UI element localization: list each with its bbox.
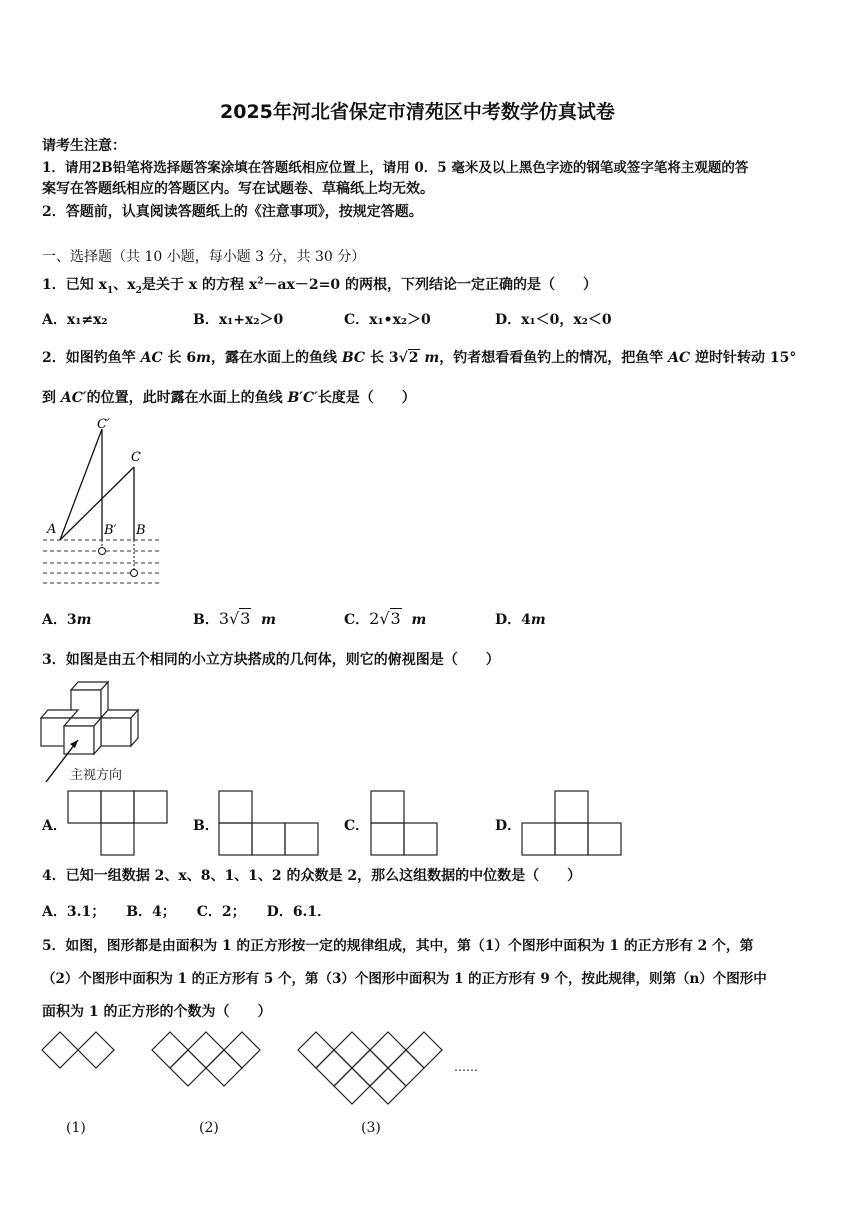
q3-option-a-label: A． xyxy=(42,818,67,834)
q1-superscript: 2 xyxy=(257,276,264,287)
q2-text: ，露在水面上的鱼线 xyxy=(210,350,342,366)
q2-option-c-radicand: 3 xyxy=(390,609,401,628)
q2-option-d xyxy=(495,609,546,629)
label-a: A xyxy=(47,522,57,537)
q2-var-ac: AC xyxy=(140,350,163,366)
q2-unit: m xyxy=(196,350,211,366)
question-5-stem-line-1: 5．如图，图形都是由面积为 1 的正方形按一定的规律组成，其中，第（1）个图形中面积为 1 的正方形有 2 个，第 xyxy=(42,938,754,954)
q2-unit: m xyxy=(530,612,546,628)
view-direction-caption: 主视方向 xyxy=(70,768,123,783)
q2-unit: m xyxy=(411,612,427,628)
q1-option-a: A．x₁≠x₂ xyxy=(42,312,108,328)
question-5-stem-line-3: 面积为 1 的正方形的个数为（ ） xyxy=(42,1004,272,1020)
q1-option-d: D．x₁＜0，x₂＜0 xyxy=(495,312,612,328)
question-3-stem: 3．如图是由五个相同的小立方块搭成的几何体，则它的俯视图是（ ） xyxy=(42,652,500,668)
notice-line-2: 案写在答题纸相应的答题区内。写在试题卷、草稿纸上均无效。 xyxy=(42,181,434,197)
q1-subscript: 1 xyxy=(106,285,114,296)
page-title: 2025年河北省保定市清苑区中考数学仿真试卷 xyxy=(220,101,615,123)
pattern-continuation-dots: …… xyxy=(454,1060,478,1074)
fishing-rod-figure xyxy=(40,415,175,590)
q2-option-b-radicand: 3 xyxy=(240,609,251,628)
label-c: C xyxy=(131,450,141,465)
q3-option-c-label: C． xyxy=(344,818,370,834)
q2-option-d-text: D．4 xyxy=(495,612,531,628)
question-2-stem-line-2 xyxy=(42,387,416,407)
q3-option-d-label: D． xyxy=(495,818,522,834)
q1-subscript: 2 xyxy=(135,285,142,296)
q2-option-a-text: A．3 xyxy=(42,612,77,628)
q2-unit: m xyxy=(424,350,440,366)
pattern-figure-2 xyxy=(150,1030,270,1090)
question-2-stem-line-1 xyxy=(42,347,796,367)
q2-sqrt-value: 2 xyxy=(408,350,419,366)
question-1-stem xyxy=(42,274,597,296)
q1-text-part: －ax－2=0 的两根，下列结论一定正确的是（ ） xyxy=(263,277,597,293)
label-b-prime: B′ xyxy=(104,523,117,538)
q2-option-c-coef: 2 xyxy=(369,609,380,628)
q2-var-bc: BC xyxy=(341,350,366,366)
pattern-figure-1 xyxy=(40,1030,120,1072)
q3-option-b-figure xyxy=(218,790,320,856)
q4-options: A．3.1； B．4； C．2； D．6.1． xyxy=(42,904,332,920)
q2-option-a xyxy=(42,609,91,629)
pattern-label-3: (3) xyxy=(361,1120,381,1136)
question-4-stem: 4．已知一组数据 2、x、8、1、1、2 的众数是 2，那么这组数据的中位数是（ ） xyxy=(42,868,582,884)
q2-text: 2．如图钓鱼竿 xyxy=(42,350,141,366)
q2-text: 的位置，此时露在水面上的鱼线 xyxy=(86,390,288,406)
q3-option-c-figure xyxy=(370,790,440,856)
label-b: B xyxy=(136,523,146,538)
notice-line-3: 2．答题前，认真阅读答题纸上的《注意事项》，按规定答题。 xyxy=(42,204,423,220)
q2-option-b-coef: 3 xyxy=(218,609,230,628)
q2-var-acp: AC′ xyxy=(60,390,87,406)
section-heading: 一、选择题（共 10 小题，每小题 3 分，共 30 分） xyxy=(42,249,366,265)
q3-option-d-figure xyxy=(521,790,623,856)
q2-option-b: B．3√3 m xyxy=(193,609,276,628)
q2-sqrt: √2 xyxy=(398,350,419,366)
pattern-label-2: (2) xyxy=(199,1120,219,1136)
q2-text: 长 3 xyxy=(365,350,399,366)
pattern-label-1: (1) xyxy=(66,1120,86,1136)
q1-option-b: B．x₁+x₂＞0 xyxy=(193,312,284,328)
question-5-stem-line-2: （2）个图形中面积为 1 的正方形有 5 个，第（3）个图形中面积为 1 的正方形有 9 个，按此规律，则第（n）个图形中 xyxy=(42,971,767,987)
q1-text-part: 是关于 x 的方程 x xyxy=(141,277,258,293)
pattern-figure-3 xyxy=(296,1030,448,1108)
q2-var-bpcp: B′C′ xyxy=(287,390,318,406)
notice-heading: 请考生注意： xyxy=(42,138,126,154)
q2-var-ac: AC xyxy=(668,350,691,366)
q3-option-a-figure xyxy=(67,790,169,856)
q2-unit: m xyxy=(261,612,276,628)
label-c-prime: C′ xyxy=(97,417,110,432)
q2-option-c: C．2√3 m xyxy=(344,609,427,628)
q2-text: 逆时针转动 15° xyxy=(690,350,797,366)
q1-option-c: C．x₁•x₂＞0 xyxy=(344,312,431,328)
q2-option-b-text: B． xyxy=(193,612,219,628)
q3-option-b-label: B． xyxy=(193,818,219,834)
q2-unit: m xyxy=(76,612,92,628)
q2-text: 到 xyxy=(42,390,61,406)
q2-text: ，钓者想看看鱼钓上的情况，把鱼竿 xyxy=(439,350,669,366)
q1-text-part: 、x xyxy=(113,277,136,293)
q2-text: 长 6 xyxy=(162,350,197,366)
q1-text-part: 1．已知 x xyxy=(42,277,107,293)
q2-option-c-text: C． xyxy=(344,612,370,628)
q2-text: 长度是（ ） xyxy=(317,390,416,406)
notice-line-1: 1．请用2B铅笔将选择题答案涂填在答题纸相应位置上，请用 0．5 毫米及以上黑色字迹的钢笔或签字笔将主观题的答 xyxy=(42,160,749,176)
